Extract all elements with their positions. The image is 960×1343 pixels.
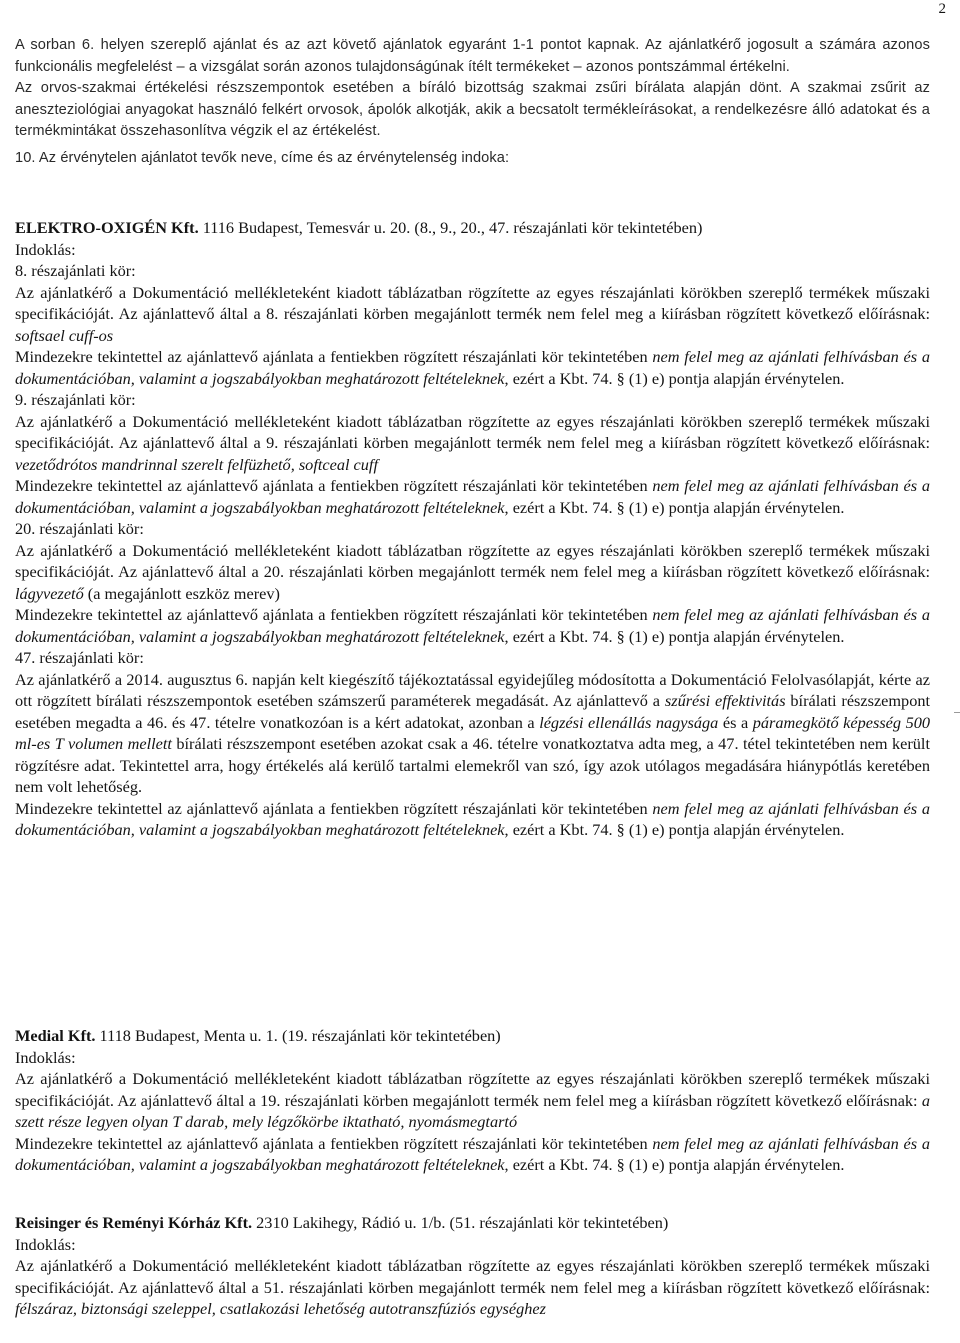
lot-text: Az ajánlatkérő a Dokumentáció mellékleteként kiadott táblázatban rögzítette az egyes részajánlati körökben szereplő termékek műszaki specifikációját. Az ajánlattevő által a 51. részajánlati körben megajánlott termék nem felel meg a kiírásban rögzített következő előírásnak: — [15, 1256, 930, 1297]
lot-text: Az ajánlatkérő a Dokumentáció mellékleteként kiadott táblázatban rögzítette az egyes részajánlati körökben szereplő termékek műszaki specifikációját. Az ajánlattevő által a 19. részajánlati körben megajánlott termék nem felel meg a kiírásban rögzített következő előírásnak: — [15, 1069, 930, 1110]
conclusion-paragraph — [15, 798, 930, 841]
conclusion-end: , ezért a Kbt. 74. § (1) e) pontja alapján érvénytelen. — [504, 497, 845, 517]
conclusion-text: Mindezekre tekintettel az ajánlattevő ajánlata a fentiekben rögzített részajánlati kör tekintetében — [15, 476, 653, 495]
lot-47-criterion: páramegkötő képesség 500 ml-es T volumen mellett — [15, 712, 930, 753]
justification-label: Indoklás: — [15, 1234, 76, 1254]
page-number: 2 — [938, 1, 946, 17]
conclusion-text: Mindezekre tekintettel az ajánlattevő ajánlata a fentiekben rögzített részajánlati kör tekintetében — [15, 798, 653, 818]
lot-47-criterion: szűrési effektivitás — [664, 691, 786, 710]
lot-47-text: és a — [718, 712, 753, 732]
conclusion-italic: nem felel meg az ajánlati felhívásban és a dokumentációban, valamint a jogszabályokban meghatározott feltételeknek — [15, 798, 930, 839]
lot-heading: 8. részajánlati kör: — [15, 261, 136, 280]
lot-heading: 9. részajánlati kör: — [15, 390, 136, 409]
conclusion-end: , ezért a Kbt. 74. § (1) e) pontja alapján érvénytelen. — [504, 626, 845, 646]
lot-47-text: bírálati részszempont esetében megadta a 46. és 47. tételre vonatkozóan is a kért adatokat, azonban a — [15, 691, 931, 732]
lot-text: Az ajánlatkérő a Dokumentáció mellékleteként kiadott táblázatban rögzítette az egyes részajánlati körökben szereplő termékek műszaki specifikációját. Az ajánlattevő által a 9. részajánlati körben megajánlott termék nem felel meg a kiírásban rögzített következő előírásnak: — [15, 411, 930, 452]
conclusion-paragraph — [15, 1133, 930, 1176]
lot-47-criterion: légzési ellenállás nagysága — [539, 712, 719, 732]
lot-requirement: softsael cuff-os — [15, 325, 114, 345]
lot-requirement: vezetődrótos mandrinnal szerelt felfüzhető, softceal cuff — [15, 454, 378, 474]
conclusion-paragraph — [15, 475, 930, 518]
lot-requirement: lágyvezető — [15, 583, 84, 603]
bidder-heading — [15, 1212, 930, 1234]
bidder-address: 2310 Lakihegy, Rádió u. 1/b. (51. részajánlati kör tekintetében) — [252, 1213, 669, 1232]
conclusion-end: , ezért a Kbt. 74. § (1) e) pontja alapján érvénytelen. — [504, 820, 845, 839]
justification-label: Indoklás: — [15, 1047, 76, 1067]
bidder-name: Reisinger és Reményi Kórház Kft. — [15, 1213, 253, 1232]
conclusion-paragraph — [15, 346, 930, 389]
lot-text: Az ajánlatkérő a Dokumentáció mellékleteként kiadott táblázatban rögzítette az egyes részajánlati körökben szereplő termékek műszaki specifikációját. Az ajánlattevő által a 20. részajánlati körben megajánlott termék nem felel meg a kiírásban rögzített következő előírásnak: — [15, 540, 930, 581]
bidder-reisinger-remenyi — [15, 1212, 930, 1320]
bidder-heading — [15, 1025, 930, 1047]
lot-requirement: a szett része legyen olyan T darab, mely légzőkörbe iktatható, nyomásmegtartó — [15, 1090, 930, 1131]
bidder-heading — [15, 217, 930, 239]
bidder-name: Medial Kft. — [15, 1026, 96, 1045]
invalid-bids-heading: 10. Az érvénytelen ajánlatot tevők neve, címe és az érvénytelenség indoka: — [15, 149, 510, 166]
conclusion-end: , ezért a Kbt. 74. § (1) e) pontja alapján érvénytelen. — [504, 368, 845, 388]
lot-paragraph — [15, 282, 930, 347]
conclusion-text: Mindezekre tekintettel az ajánlattevő ajánlata a fentiekben rögzített részajánlati kör tekintetében — [15, 605, 653, 624]
lot-requirement: félszáraz, biztonsági szeleppel, csatlakozási lehetőség autotranszfúziós egységhez — [15, 1299, 546, 1318]
bidder-elektro-oxigen — [15, 217, 930, 841]
lot-paragraph — [15, 411, 930, 476]
conclusion-italic: nem felel meg az ajánlati felhívásban és a dokumentációban, valamint a jogszabályokban meghatározott feltételeknek — [15, 347, 930, 388]
intro-section — [15, 35, 930, 170]
lot-paragraph — [15, 540, 930, 605]
bidder-name: ELEKTRO-OXIGÉN Kft. — [15, 218, 199, 237]
lot-47-text: bírálati részszempont esetében azokat csak a 46. tételre vonatkoztatva adta meg, a 47. tétel tekintetében nem került rögzítésre adat. Tekintettel arra, hogy értékelés alá kerülő tartalmi elemekről van szó, így azok utólagos megadására hiánypótlás keretében nem volt lehetőség. — [15, 734, 930, 796]
lot-47-paragraph — [15, 669, 930, 798]
bidder-medial — [15, 1025, 930, 1176]
conclusion-italic: nem felel meg az ajánlati felhívásban és a dokumentációban, valamint a jogszabályokban meghatározott feltételeknek — [15, 476, 930, 517]
margin-mark — [954, 712, 960, 713]
lot-after: (a megajánlott eszköz merev) — [83, 583, 280, 603]
lot-heading: 20. részajánlati kör: — [15, 519, 144, 538]
conclusion-text: Mindezekre tekintettel az ajánlattevő ajánlata a fentiekben rögzített részajánlati kör tekintetében — [15, 1133, 653, 1153]
conclusion-paragraph — [15, 604, 930, 647]
conclusion-text: Mindezekre tekintettel az ajánlattevő ajánlata a fentiekben rögzített részajánlati kör tekintetében — [15, 347, 653, 366]
lot-paragraph — [15, 1068, 930, 1133]
conclusion-italic: nem felel meg az ajánlati felhívásban és a dokumentációban, valamint a jogszabályokban meghatározott feltételeknek — [15, 605, 930, 646]
lot-heading: 47. részajánlati kör: — [15, 648, 144, 667]
bidder-address: 1118 Budapest, Menta u. 1. (19. részajánlati kör tekintetében) — [95, 1026, 501, 1045]
bidder-address: 1116 Budapest, Temesvár u. 20. (8., 9., 20., 47. részajánlati kör tekintetében) — [198, 218, 703, 237]
conclusion-end: , ezért a Kbt. 74. § (1) e) pontja alapján érvénytelen. — [504, 1155, 845, 1174]
conclusion-italic: nem felel meg az ajánlati felhívásban és a dokumentációban, valamint a jogszabályokban meghatározott feltételeknek — [15, 1133, 930, 1174]
intro-paragraph-scoring: A sorban 6. helyen szereplő ajánlat és az azt követő ajánlatok egyaránt 1-1 pontot kapnak. Az ajánlatkérő jogosult a számára azonos funkcionális megfelelést – a vizsgálat során azonos tulajdonságúnak ítélt termékeket – azonos pontszámmal értékelni. — [15, 37, 930, 75]
lot-text: Az ajánlatkérő a Dokumentáció mellékleteként kiadott táblázatban rögzítette az egyes részajánlati körökben szereplő termékek műszaki specifikációját. Az ajánlattevő által a 8. részajánlati körben megajánlott termék nem felel meg a kiírásban rögzített következő előírásnak: — [15, 282, 930, 323]
intro-paragraph-jury: Az orvos-szakmai értékelési részszempontok esetében a bíráló bizottság szakmai zsűri bírálata alapján dönt. A szakmai zsűrit az aneszteziológiai anyagokat használó felkért orvosok, ápolók alkotják, akik a becsatolt termékleírásokat, a rendelkezésre álló adatokat és a termékmintákat összehasonlítva végzik el az értékelést. — [15, 80, 930, 140]
justification-label: Indoklás: — [15, 239, 76, 259]
lot-paragraph — [15, 1255, 930, 1320]
lot-47-text: Az ajánlatkérő a 2014. augusztus 6. napján kelt kiegészítő tájékoztatással egyidejűleg módosította a Dokumentáció Felolvasólapját, kérte az ott rögzített bírálati részszempontok esetében számszerű paraméterek megadását. Az ajánlattevő a — [15, 669, 930, 710]
